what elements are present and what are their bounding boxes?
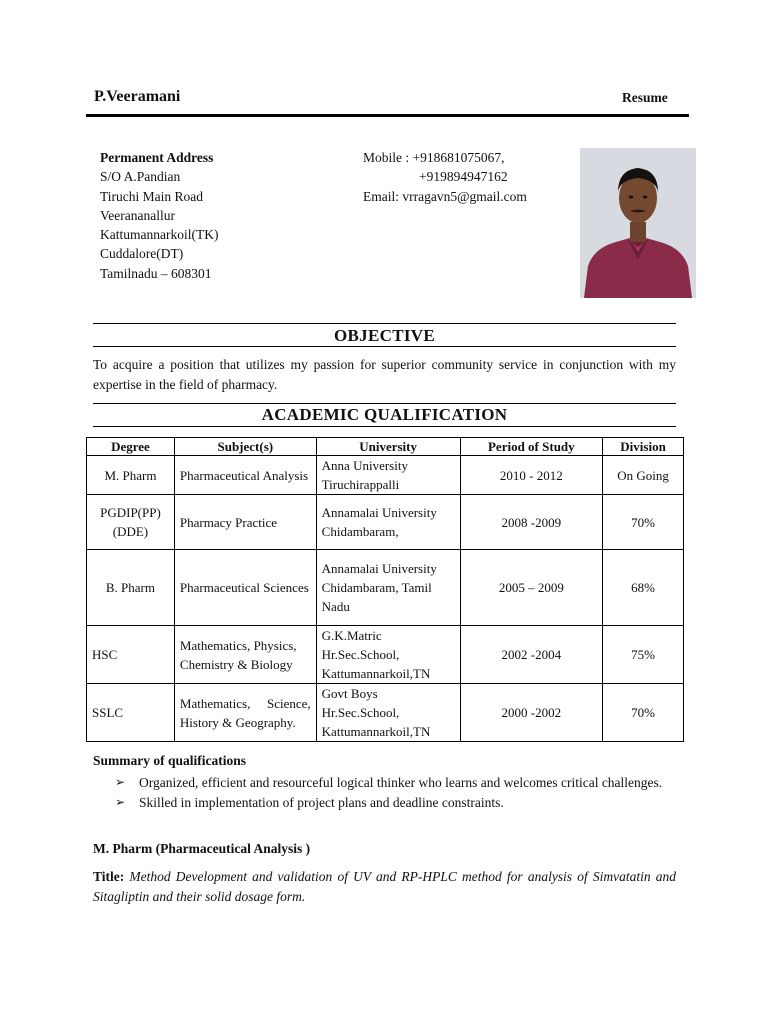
section-rule xyxy=(93,346,676,347)
table-row xyxy=(87,684,684,742)
table-row xyxy=(87,495,684,550)
contact-block xyxy=(363,148,527,206)
university-cell: Govt Boys Hr.Sec.School, Kattumannarkoil,TN xyxy=(316,684,460,742)
division-cell: 70% xyxy=(603,684,684,742)
subject-cell: Mathematics, Physics, Chemistry & Biology xyxy=(174,626,316,684)
column-header: Division xyxy=(603,438,684,456)
division-cell: 68% xyxy=(603,550,684,626)
subject-cell: Pharmaceutical Analysis xyxy=(174,456,316,495)
address-heading: Permanent Address xyxy=(100,150,214,165)
column-header: Degree xyxy=(87,438,175,456)
summary-heading: Summary of qualifications xyxy=(93,753,247,768)
mpharm-heading: M. Pharm (Pharmaceutical Analysis ) xyxy=(93,841,311,856)
address-line: Kattumannarkoil(TK) xyxy=(100,227,219,243)
subject-cell: Pharmaceutical Sciences xyxy=(174,550,316,626)
qualification-table xyxy=(86,437,684,742)
objective-heading: OBJECTIVE xyxy=(334,326,435,345)
period-cell: 2005 – 2009 xyxy=(460,550,603,626)
objective-text: To acquire a position that utilizes my passion for superior community service in conjunction with my expertise in the field of pharmacy. xyxy=(93,357,676,392)
division-cell: 75% xyxy=(603,626,684,684)
arrowhead-bullet-icon: ➢ xyxy=(115,775,126,789)
column-header: University xyxy=(316,438,460,456)
document-label: Resume xyxy=(622,90,668,105)
address-line: Cuddalore(DT) xyxy=(100,246,184,262)
address-line: Tamilnadu – 608301 xyxy=(100,265,212,281)
table-row xyxy=(87,456,684,495)
address-line: S/O A.Pandian xyxy=(100,169,181,185)
subject-cell: Mathematics, Science, History & Geography. xyxy=(174,684,316,742)
email-address: Email: vrragavn5@gmail.com xyxy=(363,188,527,204)
university-cell: Annamalai University Chidambaram, xyxy=(316,495,460,550)
division-cell: 70% xyxy=(603,495,684,550)
degree-cell: PGDIP(PP) (DDE) xyxy=(87,495,175,550)
subject-cell: Pharmacy Practice xyxy=(174,495,316,550)
division-cell: On Going xyxy=(603,456,684,495)
address-line: Tiruchi Main Road xyxy=(100,188,204,204)
period-cell: 2000 -2002 xyxy=(460,684,603,742)
university-cell: Anna University Tiruchirappalli xyxy=(316,456,460,495)
mobile-number: Mobile : +918681075067, xyxy=(363,150,505,165)
address-line: Veerananallur xyxy=(100,207,175,223)
permanent-address xyxy=(100,148,218,283)
section-rule xyxy=(93,426,676,427)
period-cell: 2010 - 2012 xyxy=(460,456,603,495)
section-rule xyxy=(93,403,676,404)
degree-cell: SSLC xyxy=(87,684,175,742)
column-header: Period of Study xyxy=(460,438,603,456)
header-divider xyxy=(86,114,689,117)
title-label: Title: xyxy=(93,869,125,884)
list-item xyxy=(115,793,676,813)
arrowhead-bullet-icon: ➢ xyxy=(115,794,126,809)
degree-cell: HSC xyxy=(87,626,175,684)
period-cell: 2008 -2009 xyxy=(460,495,603,550)
column-header: Subject(s) xyxy=(174,438,316,456)
summary-list xyxy=(115,773,676,812)
table-row xyxy=(87,550,684,626)
mobile-number-alt: +919894947162 xyxy=(419,169,508,185)
list-item xyxy=(115,773,676,793)
degree-cell: M. Pharm xyxy=(87,456,175,495)
period-cell: 2002 -2004 xyxy=(460,626,603,684)
university-cell: G.K.Matric Hr.Sec.School, Kattumannarkoil,TN xyxy=(316,626,460,684)
degree-cell: B. Pharm xyxy=(87,550,175,626)
list-item-text: Skilled in implementation of project plans and deadline constraints. xyxy=(139,794,504,810)
portrait-illustration xyxy=(580,148,696,298)
project-title xyxy=(93,867,676,907)
academic-heading: ACADEMIC QUALIFICATION xyxy=(261,405,508,424)
list-item-text: Organized, efficient and resourceful logical thinker who learns and welcomes critical challenges. xyxy=(139,775,663,790)
candidate-name: P.Veeramani xyxy=(94,88,181,105)
university-cell: Annamalai University Chidambaram, Tamil Nadu xyxy=(316,550,460,626)
profile-photo xyxy=(580,148,696,298)
table-header-row xyxy=(87,438,684,456)
table-row xyxy=(87,626,684,684)
title-text: Method Development and validation of UV and RP-HPLC method for analysis of Simvatatin and Sitagliptin and their solid dosage form. xyxy=(93,869,676,904)
section-rule xyxy=(93,323,676,324)
